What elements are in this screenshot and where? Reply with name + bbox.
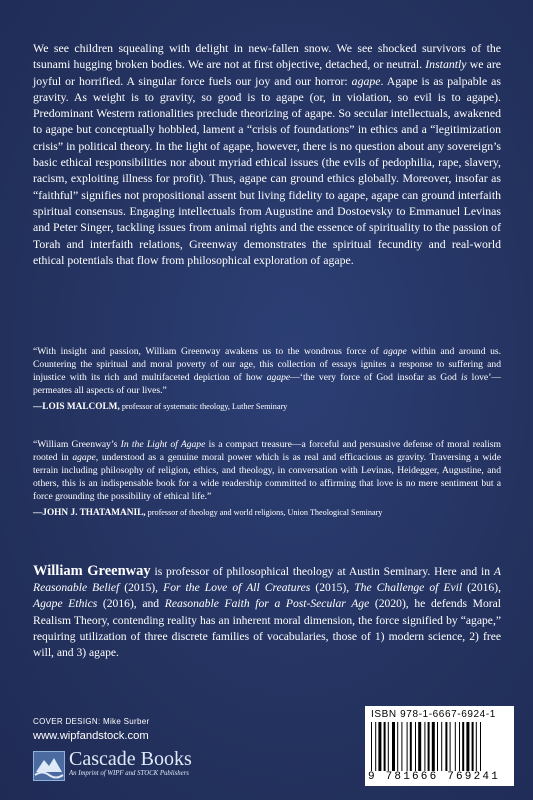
isbn-digits: 9 781666 769241 bbox=[368, 771, 511, 783]
bio-text: (2016), bbox=[462, 581, 501, 595]
endorsement-malcolm bbox=[33, 346, 501, 414]
blurb-emphasis: agape bbox=[351, 73, 381, 88]
barcode-bar bbox=[476, 722, 477, 772]
barcode-bar bbox=[371, 722, 372, 772]
barcode-bar bbox=[418, 722, 421, 772]
endorsement-attribution bbox=[33, 506, 501, 520]
author-name: William Greenway bbox=[33, 563, 151, 579]
book-title: Agape Ethics bbox=[33, 597, 98, 611]
endorser-role: professor of systematic theology, Luther Seminary bbox=[119, 401, 288, 411]
barcode-bar bbox=[401, 722, 402, 772]
endorser-role: professor of theology and world religions, Union Theological Seminary bbox=[145, 507, 383, 517]
endorsement-text: within and around us. Countering the spiritual and moral poverty of our age, this collection of essays ignites a response to suffering and injustice with its rich and multifaceted depiction of how bbox=[33, 346, 501, 383]
blurb-text: . Agape is as palpable as gravity. As weight is to gravity, so good is to agape (or, in violation, so evil is to agape). Predominant Western rationalities preclude theorizing of agape. So secular intellectuals, awakened to agape but conceptually hobbled, lament a “crisis of foundations” in ethics and a “legitimization crisis” in political theory. In the light of agape, however, there is no question about any sovereign’s basic ethical responsibilities nor about myriad ethical issues (the evils of pedophilia, rape, slavery, racism, exploiting illness for profit). Thus, agape can ground ethics globally. Moreover, insofar as “faithful” signifies not propositional assent but living fidelity to agape, agape can ground interfaith spiritual consensus. Engaging intellectuals from Augustine and Dostoevsky to Emmanuel Levinas and Peter Singer, tackling issues from animal rights and the essence of spirituality to the passion of Torah and interfaith relations, Greenway demonstrates the spiritual fecundity and real-world ethical potentials that flow from philosophical exploration of agape. bbox=[33, 73, 501, 267]
book-title: The Challenge of Evil bbox=[354, 581, 463, 595]
back-cover-blurb bbox=[33, 40, 501, 268]
endorsement-text: , understood as a genuine moral power which is as real and efficacious as gravity. Traversing a wide terrain including philosophy of religion, ethics, and theology, in conversation with Levinas, Heidegger, Augustine, and others, this is an indispensable book for a wide readership committed to affirming that love is no mere sentiment but a force grounding the possibility of ethical life.” bbox=[33, 451, 501, 502]
endorsement-emphasis: agape bbox=[72, 451, 96, 463]
barcode-bar bbox=[432, 722, 435, 772]
barcode-bar bbox=[441, 722, 442, 772]
barcode-bar bbox=[480, 722, 481, 772]
endorsement-text: “With insight and passion, William Greenway awakens us to the wondrous force of bbox=[33, 346, 384, 357]
barcode bbox=[369, 722, 510, 772]
bio-text: (2016), and bbox=[97, 597, 165, 611]
barcode-bar bbox=[455, 722, 456, 772]
endorsement-emphasis: agape bbox=[383, 346, 407, 357]
blurb-text: We see children squealing with delight in new-fallen snow. We see shocked survivors of the tsunami hugging broken bodies. We are not at first objective, detached, or neutral. bbox=[33, 41, 501, 72]
endorsement-emphasis: is bbox=[461, 371, 468, 383]
publisher-imprint: An Imprint of WIPF and STOCK Publishers bbox=[69, 770, 189, 777]
book-title: A Reasonable Belief bbox=[33, 565, 501, 595]
endorsement-thatamanil bbox=[33, 439, 501, 519]
barcode-bar bbox=[466, 722, 469, 772]
book-title: For the Love of All Creatures bbox=[163, 581, 311, 595]
cover-design-credit: COVER DESIGN: Mike Surber bbox=[33, 717, 150, 726]
isbn-barcode-panel bbox=[365, 706, 514, 786]
blurb-emphasis: Instantly bbox=[425, 57, 467, 72]
barcode-bar bbox=[424, 722, 425, 772]
bio-text: is professor of philosophical theology at Austin Seminary. Here and in bbox=[150, 565, 494, 578]
barcode-bar bbox=[407, 722, 408, 772]
mountain-wave-icon bbox=[33, 751, 65, 781]
endorsement-text: —‘the very force of God insofar as God bbox=[290, 371, 462, 383]
barcode-bar bbox=[472, 722, 474, 772]
barcode-bar bbox=[415, 722, 416, 772]
publisher-logo bbox=[33, 748, 243, 782]
isbn-label: ISBN 978-1-6667-6924-1 bbox=[371, 709, 496, 720]
barcode-bar bbox=[459, 722, 460, 772]
endorser-name: —LOIS MALCOLM, bbox=[33, 401, 120, 412]
barcode-bar bbox=[388, 722, 389, 772]
publisher-name: Cascade Books bbox=[69, 748, 192, 770]
endorsement-attribution bbox=[33, 400, 501, 414]
book-title: Reasonable Faith for a Post-Secular Age bbox=[164, 597, 370, 611]
barcode-bar bbox=[392, 722, 395, 772]
endorsement-text: “William Greenway’s bbox=[33, 439, 121, 450]
bio-text: (2015), bbox=[310, 581, 355, 595]
barcode-bar bbox=[384, 722, 386, 772]
barcode-bar bbox=[437, 722, 438, 772]
publisher-website: www.wipfandstock.com bbox=[33, 730, 149, 742]
barcode-bar bbox=[428, 722, 430, 772]
barcode-bar bbox=[397, 722, 398, 772]
barcode-bar bbox=[378, 722, 381, 772]
endorsement-text: love’—permeates all aspects of our lives.” bbox=[33, 371, 501, 396]
endorsement-emphasis: agape bbox=[266, 371, 291, 383]
bio-text: (2020), he defends Moral Realism Theory, contending reality has an inherent moral dimension, the force signified by “agape,” requiring utilization of three discrete families of vocabularies, those of 1) modern science, 2) free will, and 3) agape. bbox=[33, 597, 501, 660]
barcode-bar bbox=[375, 722, 376, 772]
barcode-bar bbox=[445, 722, 447, 772]
endorser-name: —JOHN J. THATAMANIL, bbox=[33, 507, 146, 518]
book-title-emphasis: In the Light of Agape bbox=[120, 439, 206, 450]
blurb-text: we are joyful or horrified. A singular force fuels our joy and our horror: bbox=[33, 57, 501, 88]
bio-text: (2015), bbox=[119, 581, 164, 595]
author-bio bbox=[33, 563, 501, 661]
barcode-bar bbox=[410, 722, 412, 772]
endorsement-text: is a compact treasure—a forceful and persuasive defense of moral realism rooted in bbox=[33, 439, 502, 463]
barcode-bar bbox=[462, 722, 464, 772]
barcode-bar bbox=[450, 722, 451, 772]
